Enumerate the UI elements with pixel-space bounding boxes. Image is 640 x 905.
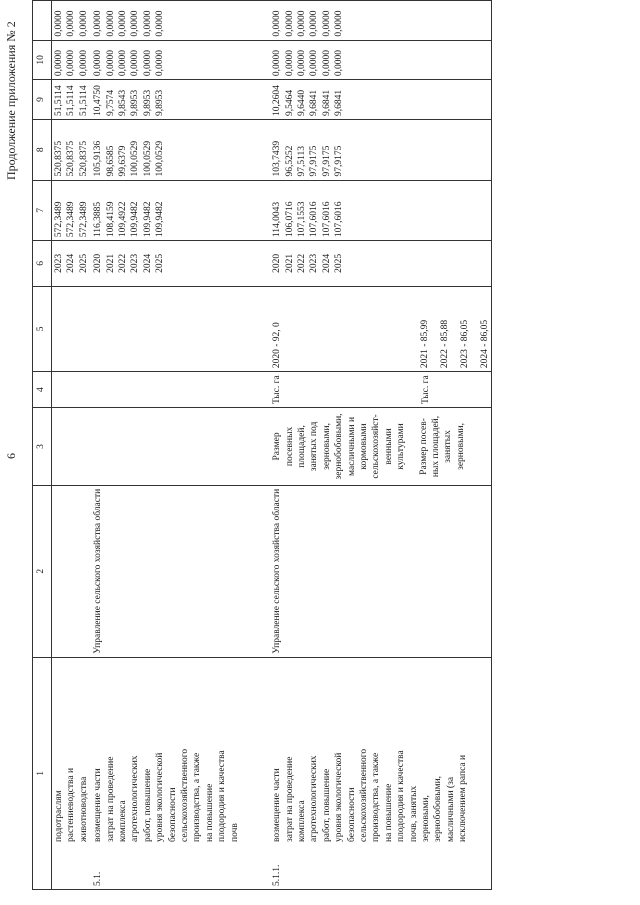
continuation-text: подотраслям растениеводства и животноводства	[54, 767, 89, 842]
value-line: 9,6841	[309, 89, 320, 116]
header-col-6: 6	[33, 241, 52, 287]
values-cell	[270, 1, 491, 41]
value-line: 2024	[321, 253, 332, 273]
value-line: 99,6379	[118, 145, 129, 177]
value-line: 520,8375	[66, 140, 77, 177]
table-header-row	[33, 1, 52, 890]
values-cell	[91, 119, 242, 180]
value-line: 9,5464	[284, 89, 295, 116]
value-line: 2021	[284, 253, 295, 273]
header-col-8: 8	[33, 119, 52, 180]
value-line: 109,4922	[118, 201, 129, 238]
values-cell	[52, 80, 92, 120]
unit-cell	[270, 372, 491, 408]
value-line: 51,5114	[66, 85, 77, 116]
value-line: 0,0000	[66, 49, 77, 77]
value-line: 572,3489	[54, 201, 64, 238]
values-cell	[270, 80, 491, 120]
target-2: 2021 - 85,99 2022 - 85,88 2023 - 86,05 2024 - 86,05	[419, 319, 490, 369]
value-line: 100,0529	[130, 140, 141, 177]
value-line: 0,0000	[54, 10, 64, 37]
value-line: 572,3489	[66, 201, 77, 238]
target-cell	[270, 286, 491, 372]
value-line: 97,9175	[309, 145, 320, 177]
value-line: 97,5113	[296, 146, 307, 177]
indicator-2: Размер посев- ных площадей, занятых зерновыми,	[418, 415, 466, 478]
value-line: 96,5252	[284, 145, 295, 177]
values-cell	[91, 1, 242, 41]
value-line: 0,0000	[93, 10, 104, 37]
value-line: 116,3885	[93, 201, 104, 238]
value-line: 10,4750	[93, 85, 104, 116]
value-line: 9,6440	[296, 89, 307, 116]
value-line: 0,0000	[272, 10, 283, 37]
value-line: 51,5114	[78, 85, 89, 116]
value-line: 520,8375	[78, 140, 89, 177]
value-line: 100,0529	[155, 140, 166, 177]
value-line: 105,9136	[93, 140, 104, 177]
values-cell	[91, 80, 242, 120]
value-line: 2025	[155, 253, 166, 273]
header-col-9: 9	[33, 80, 52, 120]
value-line: 2025	[334, 253, 345, 273]
value-line: 520,8375	[54, 140, 64, 177]
value-line: 0,0000	[296, 10, 307, 37]
value-line: 2020	[93, 253, 104, 273]
value-line: 0,0000	[78, 10, 89, 37]
years-cell	[91, 241, 242, 287]
page-number: 6	[4, 453, 18, 459]
values-cell	[52, 180, 92, 241]
value-line: 0,0000	[118, 10, 129, 37]
value-line: 0,0000	[272, 49, 283, 77]
value-line: 2023	[54, 253, 64, 273]
values-cell	[270, 40, 491, 80]
value-line: 572,3489	[78, 201, 89, 238]
table-row-5-1	[91, 1, 242, 890]
values-cell	[52, 119, 92, 180]
value-line: 108,4159	[105, 201, 116, 238]
value-line: 0,0000	[54, 49, 64, 77]
value-line: 0,0000	[284, 10, 295, 37]
value-line: 2023	[130, 253, 141, 273]
years-cell	[52, 241, 92, 287]
years-cell	[270, 241, 491, 287]
value-line: 9,7574	[105, 89, 116, 116]
header-col-4: 4	[33, 372, 52, 408]
value-line: 0,0000	[93, 49, 104, 77]
value-line: 107,6016	[334, 201, 345, 238]
value-line: 2021	[105, 253, 116, 273]
unit-1: Тыс. га	[272, 375, 283, 405]
value-line: 9,8543	[118, 89, 129, 116]
value-line: 107,6016	[321, 201, 332, 238]
program-table	[32, 0, 492, 890]
indicator-cell	[270, 408, 491, 486]
value-line: 0,0000	[130, 49, 141, 77]
value-line: 51,5114	[54, 85, 64, 116]
value-line: 106,0716	[284, 201, 295, 238]
value-line: 0,0000	[321, 10, 332, 37]
header-col-7: 7	[33, 180, 52, 241]
header-col-3: 3	[33, 408, 52, 486]
value-line: 9,6841	[334, 89, 345, 116]
value-line: 10,2604	[272, 85, 283, 116]
table-row-5-1-1	[270, 1, 491, 890]
table-row-continuation	[52, 1, 92, 890]
row-5-1-1-number: 5.1.1.	[272, 864, 283, 886]
values-cell	[91, 180, 242, 241]
row-5-1-text: возмещение части затрат на проведение комплекса агротехнологических работ, повышение уровня экологической безопасности сельскохозяйственного производства, а также на повышение плодородия и качества почв	[93, 748, 240, 842]
value-line: 0,0000	[142, 49, 153, 77]
value-line: 0,0000	[334, 10, 345, 37]
value-line: 109,9482	[142, 201, 153, 238]
header-col-extra	[33, 1, 52, 41]
value-line: 0,0000	[284, 49, 295, 77]
value-line: 2022	[118, 253, 129, 273]
value-line: 103,7439	[272, 140, 283, 177]
value-line: 107,6016	[309, 201, 320, 238]
value-line: 0,0000	[296, 49, 307, 77]
value-line: 9,8953	[130, 89, 141, 116]
values-cell	[270, 180, 491, 241]
continuation-text-cell	[52, 657, 92, 889]
value-line: 97,9175	[321, 145, 332, 177]
value-line: 0,0000	[66, 10, 77, 37]
value-line: 2024	[66, 253, 77, 273]
header-col-1: 1	[33, 657, 52, 889]
header-col-5: 5	[33, 286, 52, 372]
value-line: 2025	[78, 253, 89, 273]
value-line: 0,0000	[155, 49, 166, 77]
value-line: 9,8953	[142, 89, 153, 116]
values-cell	[52, 40, 92, 80]
value-line: 0,0000	[155, 10, 166, 37]
value-line: 114,0043	[272, 201, 283, 238]
value-line: 2024	[142, 253, 153, 273]
row-5-1-org: Управление сельского хозяйства области	[91, 485, 242, 657]
row-5-1-1-text: возмещение части затрат на проведение комплекса агротехнологических работ, повышение уровня экологической безопасности сельскохозяйственного производства, а также на повышение плодородия и качества почв, занятых зерновыми, зернобобовыми, масличными (за исключением рапса и	[272, 748, 469, 842]
value-line: 0,0000	[309, 10, 320, 37]
appendix-continuation-label: Продолжение приложения № 2	[4, 21, 18, 180]
values-cell	[270, 119, 491, 180]
value-line: 0,0000	[309, 49, 320, 77]
row-5-1-text-cell	[91, 657, 242, 889]
values-cell	[91, 40, 242, 80]
row-5-1-1-org: Управление сельского хозяйства области	[270, 485, 491, 657]
value-line: 97,9175	[334, 145, 345, 177]
indicator-1: Размер посевных площадей, занятых под зерновыми, зернобобовыми, масличными и кормовыми сельскохозяйст- венными культурами	[272, 413, 407, 480]
value-line: 109,9482	[155, 201, 166, 238]
row-5-1-1-text-cell	[270, 657, 491, 889]
value-line: 0,0000	[334, 49, 345, 77]
value-line: 98,6585	[105, 145, 116, 177]
value-line: 9,8953	[155, 89, 166, 116]
value-line: 2020	[272, 253, 283, 273]
table-spacer-row	[242, 1, 270, 890]
value-line: 109,9482	[130, 201, 141, 238]
value-line: 0,0000	[130, 10, 141, 37]
value-line: 0,0000	[118, 49, 129, 77]
value-line: 0,0000	[105, 49, 116, 77]
header-col-10: 10	[33, 40, 52, 80]
value-line: 100,0529	[142, 140, 153, 177]
values-cell	[52, 1, 92, 41]
value-line: 9,6841	[321, 89, 332, 116]
value-line: 0,0000	[321, 49, 332, 77]
value-line: 0,0000	[142, 10, 153, 37]
value-line: 0,0000	[105, 10, 116, 37]
value-line: 107,1553	[296, 201, 307, 238]
header-col-2: 2	[33, 485, 52, 657]
target-1: 2020 - 92, 0	[272, 322, 283, 369]
row-5-1-number: 5.1.	[93, 871, 104, 886]
value-line: 2022	[296, 253, 307, 273]
unit-2: Тыс. га	[420, 375, 431, 405]
value-line: 0,0000	[78, 49, 89, 77]
value-line: 2023	[309, 253, 320, 273]
